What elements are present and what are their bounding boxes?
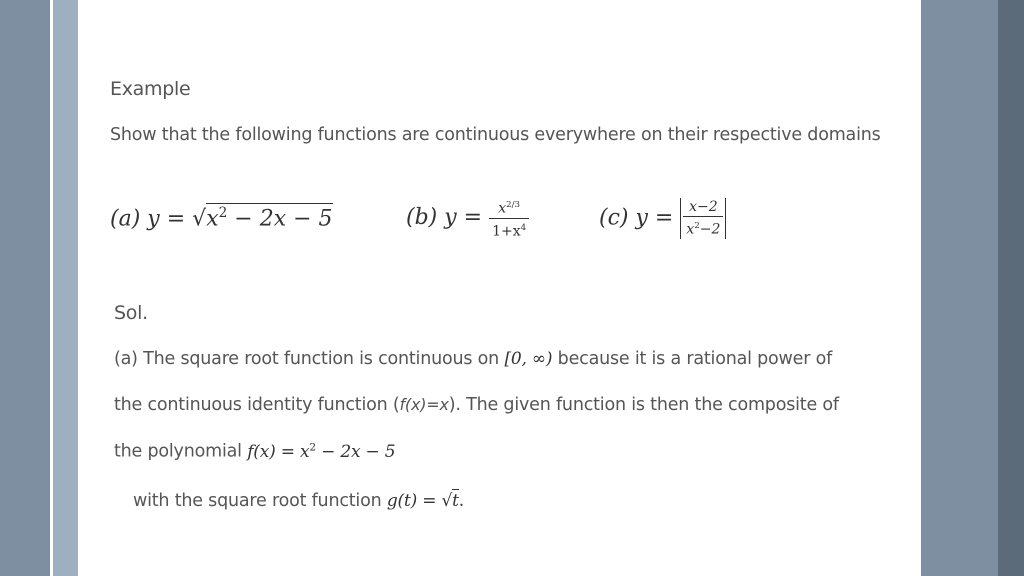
formula-c-numerator: x−2 bbox=[683, 198, 723, 217]
denominator-rest: −2 bbox=[699, 221, 721, 238]
square-root-function bbox=[387, 491, 464, 511]
slide-content bbox=[78, 0, 921, 576]
radicand-rest: − 2x − 5 bbox=[227, 206, 333, 232]
left-inner-band bbox=[53, 0, 78, 576]
formula-a-label: (a) bbox=[110, 206, 141, 232]
sqrt-lhs: g(t) = √ bbox=[386, 491, 453, 511]
denominator-base: x bbox=[686, 221, 695, 238]
radicand-exponent: 2 bbox=[218, 205, 228, 221]
example-heading: Example bbox=[110, 78, 191, 100]
formula-c-absolute-value bbox=[680, 198, 726, 239]
sqrt-radicand: t bbox=[452, 491, 459, 511]
problem-prompt: Show that the following functions are continuous everywhere on their respective domains bbox=[110, 125, 881, 145]
formula-c-lhs: y = bbox=[635, 205, 674, 231]
formula-b bbox=[406, 196, 529, 240]
formula-c bbox=[599, 198, 726, 239]
formula-a-sqrt bbox=[192, 203, 332, 231]
right-outer-band bbox=[998, 0, 1024, 576]
polynomial-exponent: 2 bbox=[309, 441, 316, 453]
polynomial-rest: − 2x − 5 bbox=[315, 441, 396, 462]
solution-line-4 bbox=[133, 489, 464, 511]
radical-sign: √ bbox=[192, 206, 207, 232]
formula-c-denominator bbox=[683, 217, 723, 239]
formula-b-numerator bbox=[489, 196, 529, 219]
radicand-base: x bbox=[206, 206, 219, 232]
line-2-text: the continuous identity function ( bbox=[114, 395, 400, 415]
denominator-exponent: 4 bbox=[520, 222, 527, 233]
denominator-base: 1+x bbox=[492, 223, 521, 240]
denominator-exponent: 2 bbox=[694, 221, 700, 231]
formula-c-label: (c) bbox=[599, 205, 629, 231]
solution-line-1 bbox=[114, 349, 832, 369]
numerator-base: x bbox=[498, 200, 507, 217]
formula-a bbox=[110, 203, 333, 231]
line-1-tail: because it is a rational power of bbox=[552, 349, 833, 369]
formula-a-lhs: y = bbox=[147, 206, 186, 232]
sqrt-tail: . bbox=[458, 491, 464, 511]
formula-b-label: (b) bbox=[406, 205, 438, 231]
formula-b-fraction bbox=[489, 196, 529, 240]
line-1-text: (a) The square root function is continuous on bbox=[114, 349, 505, 369]
line-3-text: the polynomial bbox=[114, 441, 248, 462]
formula-b-lhs: y = bbox=[444, 205, 483, 231]
interval-notation: [0, ∞) bbox=[504, 349, 553, 369]
formula-b-denominator bbox=[489, 219, 529, 241]
polynomial-formula bbox=[247, 442, 395, 462]
numerator-exponent: 2/3 bbox=[506, 200, 521, 210]
solution-line-3 bbox=[114, 441, 395, 462]
identity-function: f(x)=x bbox=[399, 395, 449, 414]
line-2-tail: ). The given function is then the composite of bbox=[448, 395, 839, 415]
line-4-text: with the square root function bbox=[133, 491, 387, 511]
formula-c-fraction bbox=[683, 198, 723, 239]
solution-line-2 bbox=[114, 395, 839, 415]
right-inner-band bbox=[921, 0, 998, 576]
left-outer-band bbox=[0, 0, 50, 576]
solution-heading: Sol. bbox=[114, 302, 148, 324]
polynomial-lhs: f(x) = x bbox=[247, 441, 310, 462]
formula-a-radicand bbox=[206, 203, 332, 231]
